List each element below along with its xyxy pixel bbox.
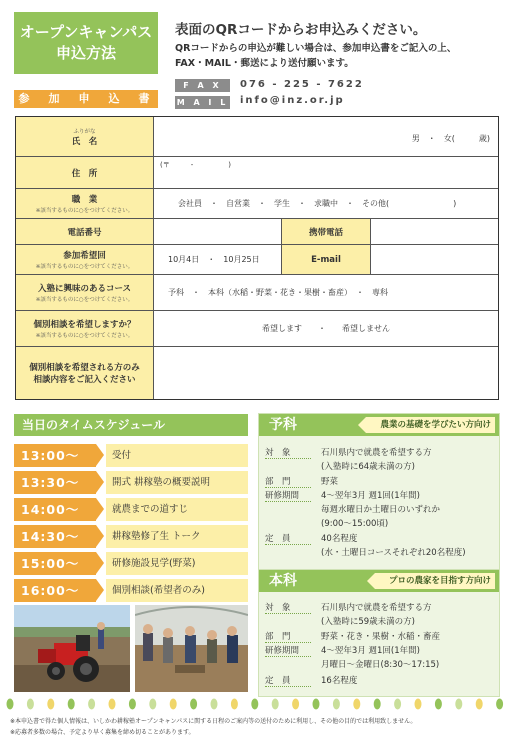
leaf-dot-icon bbox=[272, 699, 279, 710]
dept-label: 部 門 bbox=[265, 475, 311, 488]
arrow-icon bbox=[96, 525, 104, 547]
job-label-cell bbox=[16, 189, 154, 218]
leaf-dot-icon bbox=[455, 699, 462, 710]
leaf-dot-icon bbox=[394, 699, 401, 710]
title-box bbox=[14, 12, 158, 74]
title-line-2: 申込方法 bbox=[55, 44, 116, 62]
period-line-1: 4～翌年3月 週1回(1年間) bbox=[321, 646, 420, 656]
capacity-line-2: (水・土曜日コースそれぞれ20名程度) bbox=[321, 548, 466, 558]
leaf-dot-icon bbox=[27, 699, 34, 710]
name-label-cell bbox=[16, 117, 154, 156]
schedule-row bbox=[14, 525, 248, 548]
mobile-label: 携帯電話 bbox=[281, 219, 371, 244]
form-row-phone bbox=[16, 219, 498, 245]
application-form-tag: 参 加 申 込 書 bbox=[14, 90, 158, 108]
leaf-dot-icon bbox=[109, 699, 116, 710]
course-options[interactable] bbox=[154, 275, 498, 310]
address-field[interactable] bbox=[154, 157, 498, 188]
period-line-3: (9:00～15:00頃) bbox=[321, 519, 389, 529]
course-note: ※該当するものに○をつけてください。 bbox=[35, 297, 134, 303]
capacity-label: 定 員 bbox=[265, 532, 311, 545]
arrow-icon bbox=[96, 552, 104, 574]
name-field[interactable] bbox=[154, 117, 498, 156]
job-note: ※該当するものに○をつけてください。 bbox=[35, 208, 134, 214]
consult-detail-label-cell bbox=[16, 347, 154, 399]
leaf-dot-icon bbox=[496, 699, 503, 710]
schedule-time: 13:00～ bbox=[14, 444, 96, 467]
date-label: 参加希望回 bbox=[63, 251, 106, 261]
mail-label: M A I L bbox=[176, 98, 229, 107]
consult-detail-field[interactable] bbox=[154, 347, 498, 399]
consult-note: ※該当するものに○をつけてください。 bbox=[35, 333, 134, 339]
period-label: 研修期間 bbox=[265, 644, 311, 657]
leaf-dot-icon bbox=[251, 699, 258, 710]
leaf-dot-icon bbox=[353, 699, 360, 710]
privacy-note: ※本申込書で得た個人情報は、いしかわ耕稼塾オープンキャンパスに関する日程のご案内等の送付のために利用し、その他の目的では利用致しません。 bbox=[10, 718, 417, 725]
course-box-honka bbox=[258, 569, 500, 697]
dept-value: 野菜・花き・果樹・水稲・畜産 bbox=[321, 632, 441, 642]
deadline-note: ※応募者多数の場合、予定より早く募集を締め切ることがあります。 bbox=[10, 729, 195, 736]
leaf-dot-icon bbox=[88, 699, 95, 710]
leaf-dot-icon bbox=[211, 699, 218, 710]
target-label: 対 象 bbox=[265, 446, 311, 459]
phone-label: 電話番号 bbox=[67, 227, 102, 238]
schedule-event: 研修施設見学(野菜) bbox=[106, 552, 248, 575]
target-label: 対 象 bbox=[265, 601, 311, 614]
dept-label: 部 門 bbox=[265, 630, 311, 643]
schedule-time: 14:00～ bbox=[14, 498, 96, 521]
subtext-line-2: FAX・MAIL・郵送により送付願います。 bbox=[175, 58, 354, 69]
target-line-2: (入塾時に64歳未満の方) bbox=[321, 462, 415, 472]
subtext-line-1: QRコードからの申込が難しい場合は、参加申込書をご記入の上、 bbox=[175, 43, 457, 54]
consult-label: 個別相談を希望しますか？ bbox=[33, 320, 136, 330]
phone-label-cell bbox=[16, 219, 154, 244]
address-label-cell bbox=[16, 157, 154, 188]
schedule-time: 13:30～ bbox=[14, 471, 96, 494]
arrow-icon bbox=[96, 444, 104, 466]
postal-code-field[interactable]: (〒 - ) bbox=[160, 161, 231, 169]
leaf-dot-icon bbox=[170, 699, 177, 710]
schedule-event: 個別相談(希望者のみ) bbox=[106, 579, 248, 602]
arrow-icon bbox=[96, 471, 104, 493]
form-row-consult bbox=[16, 311, 498, 347]
period-line-1: 4～翌年3月 週1回(1年間) bbox=[321, 491, 420, 501]
leaf-dot-icon bbox=[190, 699, 197, 710]
capacity-label: 定 員 bbox=[265, 674, 311, 687]
dept-value: 野菜 bbox=[321, 477, 339, 487]
course-name: 予科 bbox=[269, 417, 297, 433]
form-row-address bbox=[16, 157, 498, 189]
course-label-cell bbox=[16, 275, 154, 310]
leaf-dot-icon bbox=[231, 699, 238, 710]
leaf-dot-icon bbox=[333, 699, 340, 710]
job-options[interactable] bbox=[154, 189, 498, 218]
mail-address[interactable]: info@inz.or.jp bbox=[240, 95, 345, 106]
form-row-course bbox=[16, 275, 498, 311]
field-visit-photo bbox=[135, 605, 248, 692]
leaf-dot-icon bbox=[415, 699, 422, 710]
consult-detail-label-1: 個別相談を希望される方のみ bbox=[29, 363, 140, 373]
mobile-field[interactable] bbox=[371, 219, 498, 244]
schedule-event: 耕稼塾修了生 トーク bbox=[106, 525, 248, 548]
course-name: 本科 bbox=[269, 573, 297, 589]
fax-label: F A X bbox=[175, 79, 230, 92]
leaf-dot-icon bbox=[68, 699, 75, 710]
course-tagline: 農業の基礎を学びたい方向け bbox=[366, 417, 495, 433]
arrow-icon bbox=[96, 498, 104, 520]
capacity-line-1: 40名程度 bbox=[321, 534, 358, 544]
leaf-dot-icon bbox=[313, 699, 320, 710]
schedule-time: 15:00～ bbox=[14, 552, 96, 575]
course-tagline: プロの農家を目指す方向け bbox=[375, 573, 495, 589]
capacity-line-1: 16名程度 bbox=[321, 676, 358, 686]
schedule-row bbox=[14, 444, 248, 467]
application-form bbox=[15, 116, 499, 400]
course-header-honka bbox=[259, 570, 499, 592]
address-label: 住 所 bbox=[71, 168, 98, 179]
leaf-dot-icon bbox=[476, 699, 483, 710]
course-options-text[interactable]: 予科 ・ 本科（水稲・野菜・花き・果樹・畜産） ・ 専科 bbox=[168, 288, 388, 297]
date-note: ※該当するものに○をつけてください。 bbox=[35, 264, 134, 270]
email-field[interactable] bbox=[371, 245, 498, 274]
target-line-1: 石川県内で就農を希望する方 bbox=[321, 448, 432, 458]
course-header-yoka bbox=[259, 414, 499, 436]
schedule-event: 受付 bbox=[106, 444, 248, 467]
leaf-dot-icon bbox=[149, 699, 156, 710]
gender-age-field[interactable]: 男 ・ 女( 歳) bbox=[411, 134, 490, 143]
decorative-leaf-dots bbox=[0, 697, 514, 711]
leaf-dot-icon bbox=[7, 699, 14, 710]
phone-field[interactable] bbox=[154, 219, 281, 244]
schedule-event: 就農までの道すじ bbox=[106, 498, 248, 521]
title-line-1: オープンキャンパス bbox=[19, 23, 153, 41]
tractor-photo bbox=[14, 605, 130, 692]
course-box-yoka bbox=[258, 413, 500, 576]
form-row-name bbox=[16, 117, 498, 157]
arrow-icon bbox=[96, 579, 104, 601]
consult-options-text[interactable]: 希望します ・ 希望しません bbox=[262, 324, 390, 333]
date-options[interactable] bbox=[154, 245, 281, 274]
name-label: 氏 名 bbox=[71, 136, 98, 147]
leaf-dot-icon bbox=[292, 699, 299, 710]
form-row-job bbox=[16, 189, 498, 219]
form-row-consult-detail bbox=[16, 347, 498, 399]
furigana-label: ふりがな bbox=[73, 128, 96, 135]
date-label-cell bbox=[16, 245, 154, 274]
leaf-dot-icon bbox=[435, 699, 442, 710]
leaf-dot-icon bbox=[374, 699, 381, 710]
form-row-date bbox=[16, 245, 498, 275]
target-line-2: (入塾時に59歳未満の方) bbox=[321, 617, 415, 627]
target-line-1: 石川県内で就農を希望する方 bbox=[321, 603, 432, 613]
consult-detail-label-2: 相談内容をご記入ください bbox=[33, 375, 136, 385]
period-label: 研修期間 bbox=[265, 489, 311, 502]
schedule-row bbox=[14, 552, 248, 575]
consult-label-cell bbox=[16, 311, 154, 346]
period-line-2: 毎週水曜日か土曜日のいずれか bbox=[321, 505, 441, 515]
schedule-row bbox=[14, 498, 248, 521]
period-line-2: 月曜日～金曜日(8:30～17:15) bbox=[321, 660, 440, 670]
schedule-event: 開式 耕稼塾の概要説明 bbox=[106, 471, 248, 494]
headline: 表面のQRコードからお申込みください。 bbox=[175, 22, 427, 38]
email-label: E-mail bbox=[281, 245, 371, 274]
leaf-dot-icon bbox=[47, 699, 54, 710]
job-options-text[interactable]: 会社員 ・ 自営業 ・ 学生 ・ 求職中 ・ その他( ) bbox=[178, 199, 457, 208]
leaf-dot-icon bbox=[129, 699, 136, 710]
course-label: 入塾に興味のあるコース bbox=[37, 284, 132, 294]
schedule-time: 16:00～ bbox=[14, 579, 96, 602]
job-label: 職 業 bbox=[71, 195, 98, 205]
date-options-text[interactable]: 10月4日 ・ 10月25日 bbox=[168, 255, 260, 264]
schedule-row bbox=[14, 579, 248, 602]
schedule-time: 14:30～ bbox=[14, 525, 96, 548]
schedule-heading: 当日のタイムスケジュール bbox=[14, 414, 248, 436]
fax-number: 076 - 225 - 7622 bbox=[240, 79, 364, 90]
schedule-row bbox=[14, 471, 248, 494]
consult-options[interactable] bbox=[154, 311, 498, 346]
